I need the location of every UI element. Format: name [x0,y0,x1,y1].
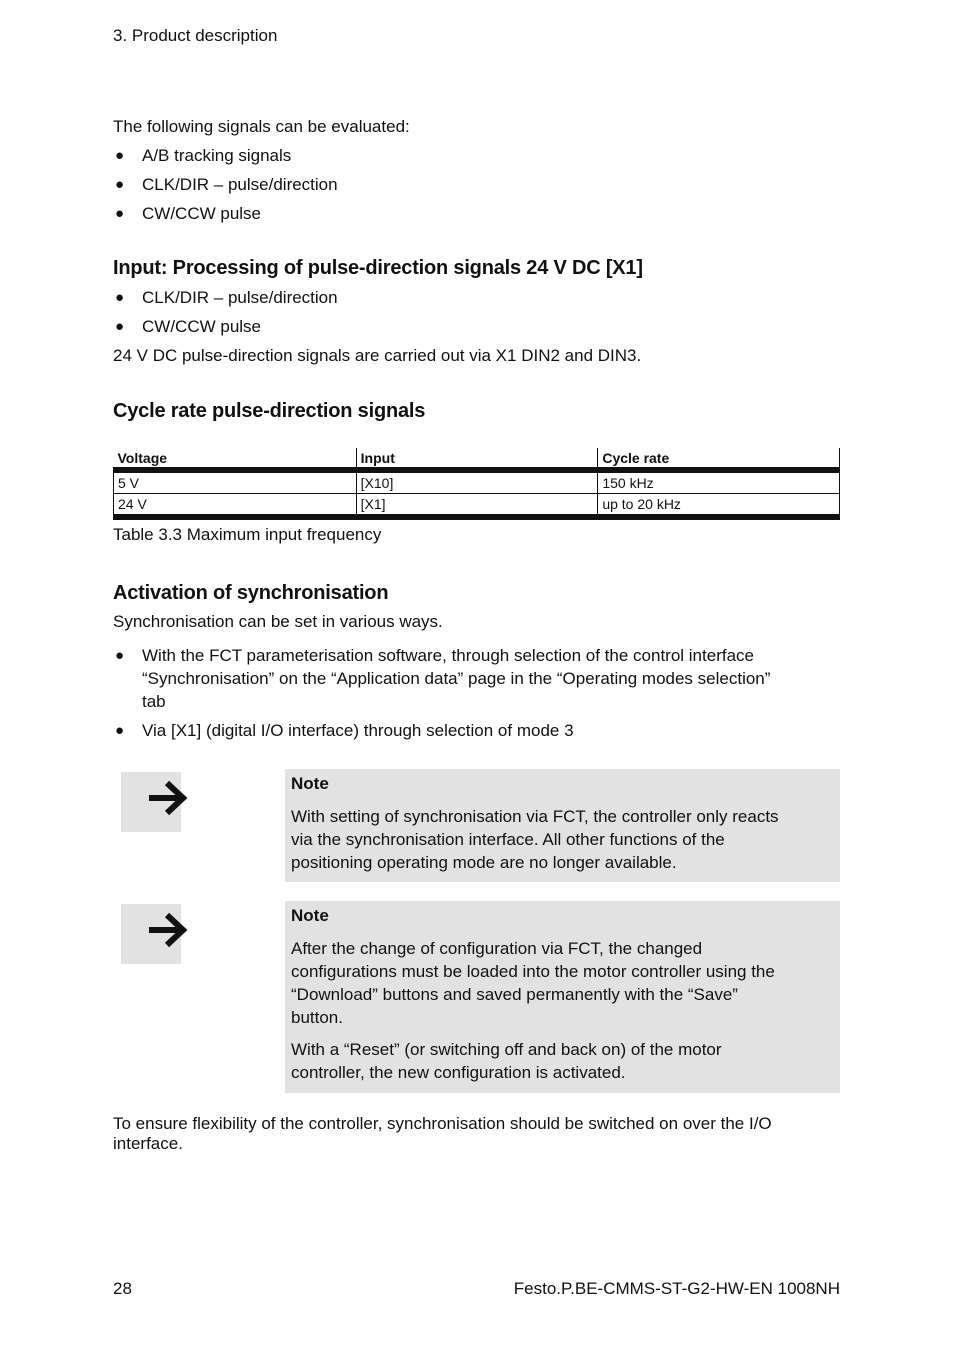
bullet-icon: ● [115,289,125,306]
bullet-icon: ● [115,205,125,222]
note-box [285,901,840,1093]
note-line: button. [291,1008,343,1027]
note-line: via the synchronisation interface. All other functions of the [291,830,725,849]
table-row [114,470,840,494]
column-header: Input [356,448,598,470]
intro-list [113,144,840,225]
intro-lead: The following signals can be evaluated: [113,117,410,136]
section-heading: Activation of synchronisation [113,582,389,604]
closing-line: interface. [113,1134,183,1153]
closing-paragraph [113,1114,840,1154]
note-line: positioning operating mode are no longer available. [291,853,677,872]
table-cell: up to 20 kHz [598,494,840,518]
list-item-line: Via [X1] (digital I/O interface) through selection of mode 3 [142,721,574,740]
list-item [113,719,840,742]
table-cell: 5 V [114,470,357,494]
note-marker [121,772,181,832]
table-header-row [114,448,840,470]
table-row [114,494,840,518]
table-cell: [X1] [356,494,598,518]
cycle-section [113,398,840,424]
input-section [113,255,840,367]
closing-line: To ensure flexibility of the controller, synchronisation should be switched on over the I/O [113,1114,772,1133]
note-line: With a “Reset” (or switching off and back on) of the motor [291,1040,722,1059]
list-item [113,144,840,167]
note-paragraph [291,1038,832,1084]
list-item-text: CW/CCW pulse [142,204,262,223]
table-cell: 24 V [114,494,357,518]
note-line: controller, the new configuration is activated. [291,1063,626,1082]
list-item [113,644,840,713]
column-header: Cycle rate [598,448,840,470]
arrow-right-icon [149,780,193,822]
sync-section [113,580,840,748]
list-item-line: With the FCT parameterisation software, through selection of the control interface [142,646,754,665]
note-box [285,769,840,882]
arrow-right-icon [149,912,193,954]
frequency-table [113,448,840,520]
note-title: Note [291,774,329,793]
frequency-table-block [113,448,840,546]
table-cell: [X10] [356,470,598,494]
bullet-icon: ● [115,722,125,739]
bullet-icon: ● [115,318,125,335]
list-item [113,315,840,338]
running-head: 3. Product description [113,26,278,45]
list-item-text: CLK/DIR – pulse/direction [142,288,338,307]
column-header: Voltage [117,450,168,466]
bullet-icon: ● [115,147,125,164]
list-item [113,173,840,196]
table-cell: 150 kHz [598,470,840,494]
table-caption: Table 3.3 Maximum input frequency [113,525,382,544]
note-paragraph [291,805,832,874]
note-line: configurations must be loaded into the motor controller using the [291,962,775,981]
sync-list [113,644,840,742]
note-line: “Download” buttons and saved permanently with the “Save” [291,985,738,1004]
list-item-text: CLK/DIR – pulse/direction [142,175,338,194]
section-heading: Cycle rate pulse-direction signals [113,400,426,422]
list-item [113,286,840,309]
page-number: 28 [113,1279,132,1298]
section-heading: Input: Processing of pulse-direction signals 24 V DC [X1] [113,257,643,279]
sync-lead: Synchronisation can be set in various ways. [113,612,443,631]
note-line: With setting of synchronisation via FCT, the controller only reacts [291,807,779,826]
note-title: Note [291,906,329,925]
list-item-text: A/B tracking signals [142,146,292,165]
list-item-text: CW/CCW pulse [142,317,262,336]
bullet-icon: ● [115,176,125,193]
note-line: After the change of configuration via FCT, the changed [291,939,703,958]
input-text: 24 V DC pulse-direction signals are carried out via X1 DIN2 and DIN3. [113,346,642,365]
bullet-icon: ● [115,647,125,664]
intro-block [113,115,840,231]
document-id: Festo.P.BE-CMMS-ST-G2-HW-EN 1008NH [513,1279,840,1298]
list-item [113,202,840,225]
note-marker [121,904,181,964]
input-list [113,286,840,338]
list-item-line: “Synchronisation” on the “Application data” page in the “Operating modes selection” [142,669,771,688]
list-item-line: tab [142,692,166,711]
note-paragraph [291,937,832,1029]
